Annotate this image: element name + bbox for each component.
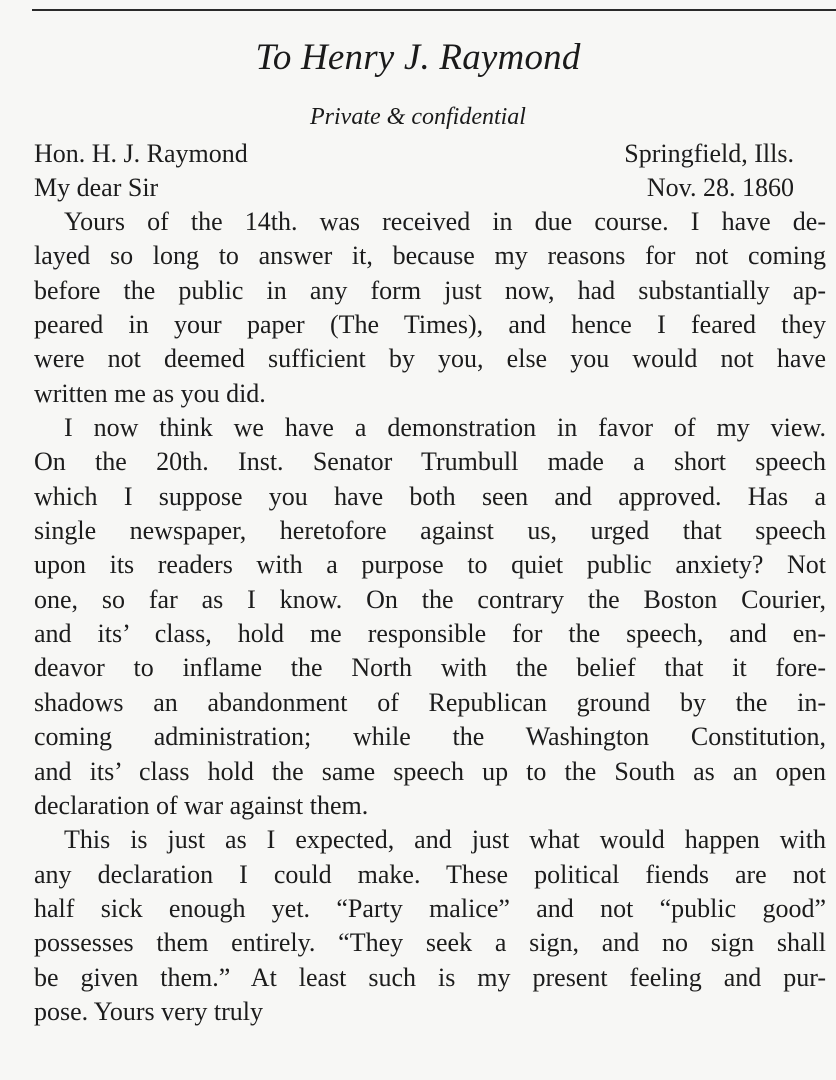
body-line: On the 20th. Inst. Senator Trumbull made a short speech: [34, 447, 826, 477]
body-line: and its’ class hold the same speech up to the South as an open: [34, 756, 826, 786]
body-line: upon its readers with a purpose to quiet public anxiety? Not: [34, 550, 826, 580]
letter-subtitle: Private & confidential: [310, 104, 526, 130]
body-line: any declaration I could make. These political fiends are not: [34, 859, 826, 889]
body-line: possesses them entirely. “They seek a sign, and no sign shall: [34, 928, 826, 958]
body-line: pose. Yours very truly: [34, 996, 263, 1026]
body-line: declaration of war against them.: [34, 790, 369, 820]
body-line: one, so far as I know. On the contrary the Boston Courier,: [34, 584, 826, 614]
body-line: shadows an abandonment of Republican ground by the in-: [34, 687, 826, 717]
body-line: single newspaper, heretofore against us, urged that speech: [34, 516, 826, 546]
body-line: peared in your paper (The Times), and hence I feared they: [34, 310, 826, 340]
body-line: written me as you did.: [34, 378, 266, 408]
body-line: coming administration; while the Washington Constitution,: [34, 722, 826, 752]
header-row-1: [34, 137, 794, 171]
body-line: be given them.” At least such is my present feeling and pur-: [34, 962, 826, 992]
body-line: before the public in any form just now, had substantially ap-: [34, 275, 826, 305]
letter-title: To Henry J. Raymond: [255, 37, 581, 78]
body-line: layed so long to answer it, because my reasons for not coming: [34, 241, 826, 271]
body-line: I now think we have a demonstration in favor of my view.: [64, 413, 826, 443]
letter-date: Nov. 28. 1860: [646, 173, 794, 202]
header-row-2: [34, 171, 794, 205]
body-line: which I suppose you have both seen and approved. Has a: [34, 481, 826, 511]
salutation: My dear Sir: [34, 173, 159, 202]
letter-body: [34, 205, 826, 1029]
body-line: deavor to inflame the North with the belief that it fore-: [34, 653, 826, 683]
body-line: and its’ class, hold me responsible for the speech, and en-: [34, 619, 826, 649]
addressee: Hon. H. J. Raymond: [34, 139, 248, 168]
place: Springfield, Ills.: [624, 139, 794, 168]
top-rule: [32, 9, 836, 11]
body-line: This is just as I expected, and just what would happen with: [64, 825, 826, 855]
body-line: Yours of the 14th. was received in due course. I have de-: [64, 207, 826, 236]
body-line: were not deemed sufficient by you, else you would not have: [34, 344, 826, 374]
body-line: half sick enough yet. “Party malice” and not “public good”: [34, 893, 826, 923]
